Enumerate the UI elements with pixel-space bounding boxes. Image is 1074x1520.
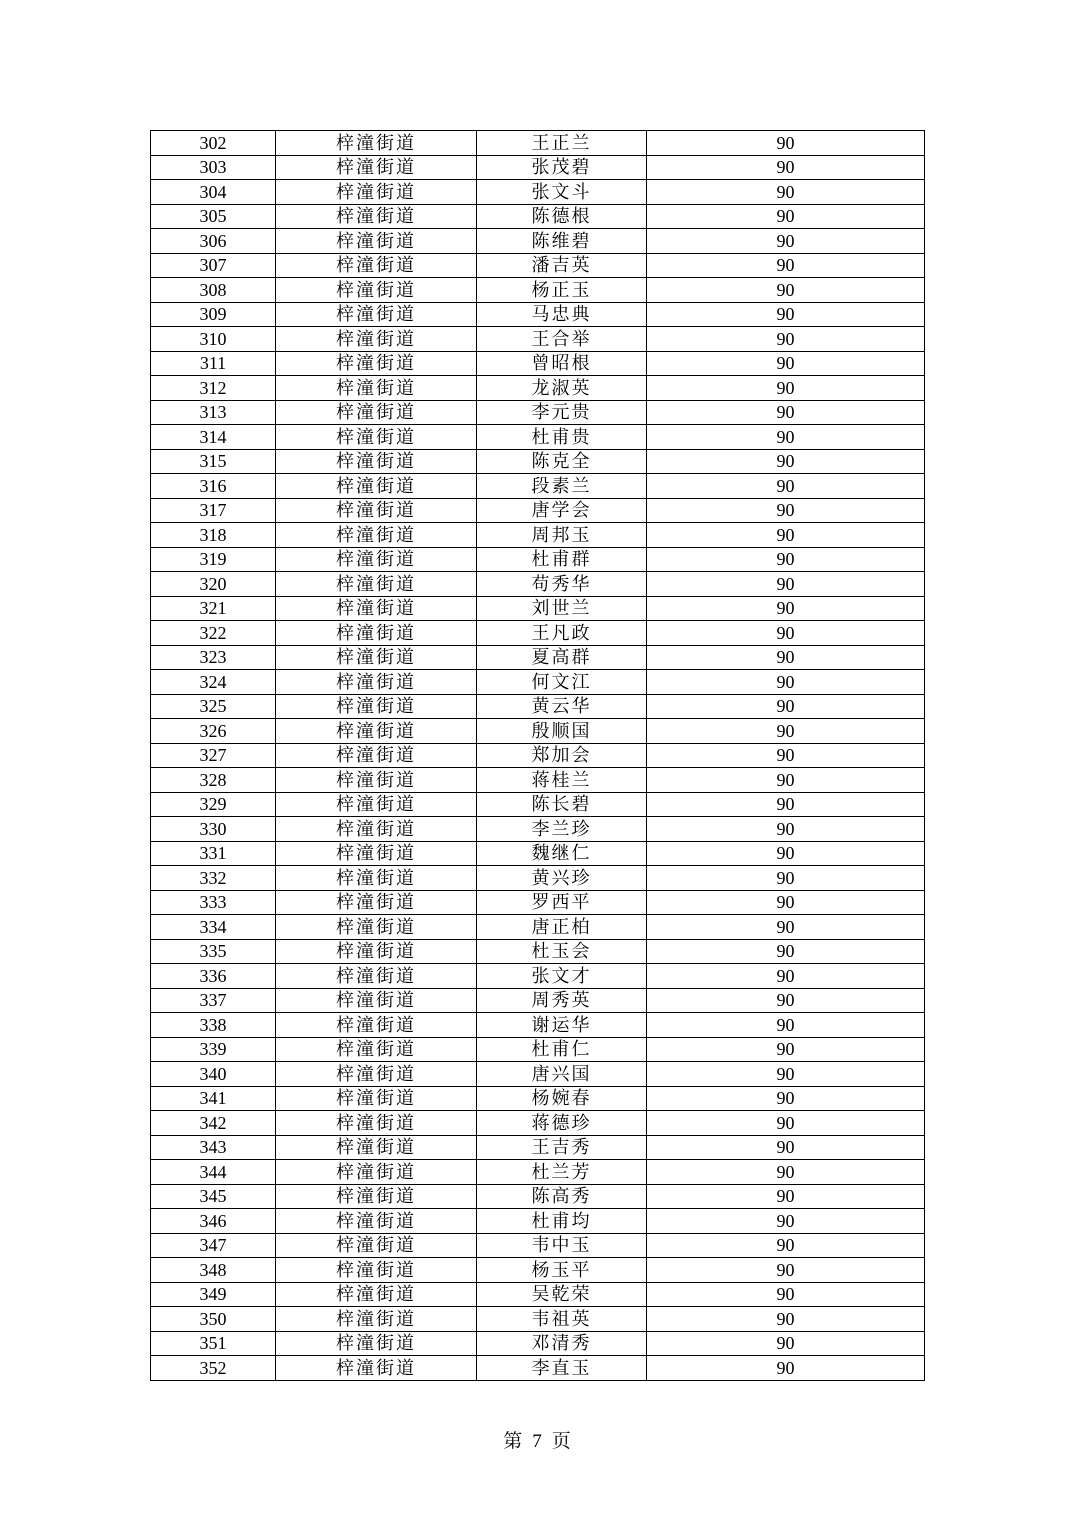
cell-street: 梓潼街道 [276, 1356, 477, 1381]
cell-person-name: 杨玉平 [477, 1258, 647, 1283]
table-row [151, 694, 925, 719]
cell-person-name: 杜甫群 [477, 547, 647, 572]
table-row [151, 155, 925, 180]
cell-person-name: 马忠典 [477, 302, 647, 327]
cell-street: 梓潼街道 [276, 1258, 477, 1283]
cell-serial-number: 319 [151, 547, 276, 572]
cell-amount: 90 [647, 351, 925, 376]
cell-serial-number: 344 [151, 1160, 276, 1185]
table-row [151, 474, 925, 499]
table-row [151, 1356, 925, 1381]
cell-person-name: 苟秀华 [477, 572, 647, 597]
cell-serial-number: 351 [151, 1331, 276, 1356]
cell-person-name: 张茂碧 [477, 155, 647, 180]
cell-amount: 90 [647, 1086, 925, 1111]
cell-amount: 90 [647, 621, 925, 646]
table-row [151, 1062, 925, 1087]
cell-street: 梓潼街道 [276, 302, 477, 327]
cell-person-name: 魏继仁 [477, 841, 647, 866]
cell-person-name: 唐正柏 [477, 915, 647, 940]
cell-person-name: 潘吉英 [477, 253, 647, 278]
cell-serial-number: 348 [151, 1258, 276, 1283]
table-row [151, 131, 925, 156]
table-row [151, 596, 925, 621]
cell-serial-number: 329 [151, 792, 276, 817]
cell-amount: 90 [647, 474, 925, 499]
table-row [151, 180, 925, 205]
cell-serial-number: 325 [151, 694, 276, 719]
cell-amount: 90 [647, 400, 925, 425]
cell-serial-number: 324 [151, 670, 276, 695]
cell-serial-number: 322 [151, 621, 276, 646]
table-row [151, 841, 925, 866]
cell-serial-number: 309 [151, 302, 276, 327]
cell-serial-number: 317 [151, 498, 276, 523]
table-row [151, 1086, 925, 1111]
cell-person-name: 龙淑英 [477, 376, 647, 401]
table-row [151, 278, 925, 303]
cell-serial-number: 321 [151, 596, 276, 621]
cell-serial-number: 302 [151, 131, 276, 156]
cell-amount: 90 [647, 1111, 925, 1136]
cell-street: 梓潼街道 [276, 645, 477, 670]
cell-serial-number: 327 [151, 743, 276, 768]
cell-serial-number: 306 [151, 229, 276, 254]
cell-street: 梓潼街道 [276, 1037, 477, 1062]
cell-amount: 90 [647, 1307, 925, 1332]
cell-street: 梓潼街道 [276, 449, 477, 474]
cell-person-name: 李兰珍 [477, 817, 647, 842]
cell-amount: 90 [647, 964, 925, 989]
cell-street: 梓潼街道 [276, 1233, 477, 1258]
table-row [151, 817, 925, 842]
cell-amount: 90 [647, 572, 925, 597]
cell-amount: 90 [647, 327, 925, 352]
cell-person-name: 杜甫仁 [477, 1037, 647, 1062]
cell-person-name: 唐兴国 [477, 1062, 647, 1087]
cell-street: 梓潼街道 [276, 743, 477, 768]
cell-person-name: 夏高群 [477, 645, 647, 670]
cell-person-name: 李直玉 [477, 1356, 647, 1381]
cell-street: 梓潼街道 [276, 523, 477, 548]
cell-serial-number: 316 [151, 474, 276, 499]
cell-street: 梓潼街道 [276, 1307, 477, 1332]
cell-serial-number: 345 [151, 1184, 276, 1209]
table-row [151, 1184, 925, 1209]
cell-amount: 90 [647, 743, 925, 768]
cell-street: 梓潼街道 [276, 253, 477, 278]
cell-street: 梓潼街道 [276, 1184, 477, 1209]
cell-street: 梓潼街道 [276, 400, 477, 425]
cell-serial-number: 342 [151, 1111, 276, 1136]
cell-amount: 90 [647, 1209, 925, 1234]
cell-person-name: 周邦玉 [477, 523, 647, 548]
table-row [151, 1135, 925, 1160]
cell-person-name: 韦中玉 [477, 1233, 647, 1258]
cell-serial-number: 341 [151, 1086, 276, 1111]
cell-serial-number: 339 [151, 1037, 276, 1062]
cell-street: 梓潼街道 [276, 1282, 477, 1307]
cell-serial-number: 328 [151, 768, 276, 793]
cell-person-name: 王吉秀 [477, 1135, 647, 1160]
cell-serial-number: 338 [151, 1013, 276, 1038]
cell-serial-number: 320 [151, 572, 276, 597]
cell-serial-number: 332 [151, 866, 276, 891]
cell-amount: 90 [647, 596, 925, 621]
cell-street: 梓潼街道 [276, 425, 477, 450]
table-row [151, 743, 925, 768]
cell-serial-number: 331 [151, 841, 276, 866]
cell-amount: 90 [647, 229, 925, 254]
cell-street: 梓潼街道 [276, 988, 477, 1013]
cell-person-name: 杜玉会 [477, 939, 647, 964]
footer-page-number: 7 [532, 1431, 542, 1452]
cell-street: 梓潼街道 [276, 719, 477, 744]
cell-serial-number: 312 [151, 376, 276, 401]
table-row [151, 572, 925, 597]
cell-amount: 90 [647, 768, 925, 793]
cell-person-name: 杜甫贵 [477, 425, 647, 450]
cell-amount: 90 [647, 1258, 925, 1283]
cell-amount: 90 [647, 376, 925, 401]
table-row [151, 964, 925, 989]
records-table [150, 130, 925, 1381]
table-row [151, 1160, 925, 1185]
cell-serial-number: 334 [151, 915, 276, 940]
cell-serial-number: 337 [151, 988, 276, 1013]
cell-street: 梓潼街道 [276, 1111, 477, 1136]
cell-amount: 90 [647, 253, 925, 278]
table-row [151, 425, 925, 450]
table-row [151, 988, 925, 1013]
cell-serial-number: 335 [151, 939, 276, 964]
cell-serial-number: 350 [151, 1307, 276, 1332]
cell-street: 梓潼街道 [276, 596, 477, 621]
cell-person-name: 杜甫均 [477, 1209, 647, 1234]
cell-person-name: 段素兰 [477, 474, 647, 499]
cell-amount: 90 [647, 1062, 925, 1087]
cell-street: 梓潼街道 [276, 694, 477, 719]
cell-person-name: 张文斗 [477, 180, 647, 205]
cell-street: 梓潼街道 [276, 180, 477, 205]
cell-serial-number: 330 [151, 817, 276, 842]
cell-serial-number: 304 [151, 180, 276, 205]
records-body [151, 131, 925, 1381]
cell-person-name: 杨婉春 [477, 1086, 647, 1111]
cell-street: 梓潼街道 [276, 621, 477, 646]
cell-street: 梓潼街道 [276, 1086, 477, 1111]
cell-amount: 90 [647, 1233, 925, 1258]
cell-amount: 90 [647, 1184, 925, 1209]
cell-street: 梓潼街道 [276, 547, 477, 572]
cell-street: 梓潼街道 [276, 131, 477, 156]
cell-serial-number: 333 [151, 890, 276, 915]
cell-amount: 90 [647, 866, 925, 891]
cell-person-name: 杜兰芳 [477, 1160, 647, 1185]
table-row [151, 866, 925, 891]
cell-amount: 90 [647, 1135, 925, 1160]
cell-amount: 90 [647, 988, 925, 1013]
cell-serial-number: 340 [151, 1062, 276, 1087]
cell-amount: 90 [647, 1160, 925, 1185]
table-row [151, 547, 925, 572]
cell-amount: 90 [647, 670, 925, 695]
cell-serial-number: 347 [151, 1233, 276, 1258]
cell-amount: 90 [647, 425, 925, 450]
cell-serial-number: 314 [151, 425, 276, 450]
page-footer [0, 1430, 1074, 1454]
table-row [151, 1111, 925, 1136]
cell-person-name: 王合举 [477, 327, 647, 352]
cell-amount: 90 [647, 915, 925, 940]
cell-street: 梓潼街道 [276, 155, 477, 180]
table-row [151, 229, 925, 254]
cell-amount: 90 [647, 792, 925, 817]
cell-person-name: 郑加会 [477, 743, 647, 768]
table-row [151, 400, 925, 425]
footer-prefix: 第 [503, 1431, 523, 1452]
table-row [151, 351, 925, 376]
cell-serial-number: 313 [151, 400, 276, 425]
cell-serial-number: 308 [151, 278, 276, 303]
cell-amount: 90 [647, 155, 925, 180]
cell-street: 梓潼街道 [276, 939, 477, 964]
table-row [151, 939, 925, 964]
cell-person-name: 陈长碧 [477, 792, 647, 817]
cell-person-name: 张文才 [477, 964, 647, 989]
cell-person-name: 殷顺国 [477, 719, 647, 744]
cell-street: 梓潼街道 [276, 1135, 477, 1160]
cell-amount: 90 [647, 1282, 925, 1307]
cell-amount: 90 [647, 1037, 925, 1062]
cell-person-name: 周秀英 [477, 988, 647, 1013]
cell-person-name: 陈德根 [477, 204, 647, 229]
cell-street: 梓潼街道 [276, 964, 477, 989]
table-row [151, 1013, 925, 1038]
table-row [151, 890, 925, 915]
cell-person-name: 杨正玉 [477, 278, 647, 303]
cell-person-name: 刘世兰 [477, 596, 647, 621]
cell-person-name: 王正兰 [477, 131, 647, 156]
cell-person-name: 何文江 [477, 670, 647, 695]
cell-amount: 90 [647, 719, 925, 744]
table-row [151, 1282, 925, 1307]
cell-person-name: 陈克全 [477, 449, 647, 474]
table-row [151, 1037, 925, 1062]
table-row [151, 719, 925, 744]
table-row [151, 621, 925, 646]
cell-street: 梓潼街道 [276, 890, 477, 915]
table-row [151, 670, 925, 695]
cell-person-name: 黄云华 [477, 694, 647, 719]
table-row [151, 1307, 925, 1332]
cell-amount: 90 [647, 131, 925, 156]
cell-serial-number: 336 [151, 964, 276, 989]
table-row [151, 302, 925, 327]
cell-amount: 90 [647, 180, 925, 205]
cell-street: 梓潼街道 [276, 1160, 477, 1185]
cell-street: 梓潼街道 [276, 866, 477, 891]
table-row [151, 376, 925, 401]
table-row [151, 204, 925, 229]
cell-amount: 90 [647, 278, 925, 303]
cell-amount: 90 [647, 1356, 925, 1381]
cell-person-name: 邓清秀 [477, 1331, 647, 1356]
cell-serial-number: 318 [151, 523, 276, 548]
cell-street: 梓潼街道 [276, 915, 477, 940]
table-row [151, 1258, 925, 1283]
cell-amount: 90 [647, 523, 925, 548]
cell-person-name: 唐学会 [477, 498, 647, 523]
cell-street: 梓潼街道 [276, 376, 477, 401]
cell-amount: 90 [647, 204, 925, 229]
cell-amount: 90 [647, 547, 925, 572]
cell-person-name: 李元贵 [477, 400, 647, 425]
cell-amount: 90 [647, 1331, 925, 1356]
cell-serial-number: 311 [151, 351, 276, 376]
table-row [151, 449, 925, 474]
cell-street: 梓潼街道 [276, 1209, 477, 1234]
cell-street: 梓潼街道 [276, 1013, 477, 1038]
cell-serial-number: 346 [151, 1209, 276, 1234]
cell-serial-number: 303 [151, 155, 276, 180]
table-row [151, 1233, 925, 1258]
table-row [151, 768, 925, 793]
cell-person-name: 罗西平 [477, 890, 647, 915]
cell-person-name: 陈高秀 [477, 1184, 647, 1209]
cell-serial-number: 349 [151, 1282, 276, 1307]
table-row [151, 498, 925, 523]
cell-amount: 90 [647, 841, 925, 866]
footer-suffix: 页 [551, 1431, 571, 1452]
table-row [151, 915, 925, 940]
cell-amount: 90 [647, 449, 925, 474]
cell-street: 梓潼街道 [276, 204, 477, 229]
table-row [151, 645, 925, 670]
table-row [151, 792, 925, 817]
cell-street: 梓潼街道 [276, 817, 477, 842]
cell-street: 梓潼街道 [276, 351, 477, 376]
cell-person-name: 蒋桂兰 [477, 768, 647, 793]
cell-amount: 90 [647, 498, 925, 523]
cell-street: 梓潼街道 [276, 278, 477, 303]
cell-amount: 90 [647, 302, 925, 327]
cell-amount: 90 [647, 645, 925, 670]
cell-street: 梓潼街道 [276, 841, 477, 866]
cell-person-name: 黄兴珍 [477, 866, 647, 891]
cell-serial-number: 326 [151, 719, 276, 744]
table-row [151, 1209, 925, 1234]
cell-serial-number: 343 [151, 1135, 276, 1160]
cell-amount: 90 [647, 890, 925, 915]
cell-amount: 90 [647, 817, 925, 842]
cell-street: 梓潼街道 [276, 768, 477, 793]
table-row [151, 327, 925, 352]
cell-street: 梓潼街道 [276, 498, 477, 523]
cell-serial-number: 352 [151, 1356, 276, 1381]
cell-person-name: 谢运华 [477, 1013, 647, 1038]
cell-street: 梓潼街道 [276, 474, 477, 499]
cell-street: 梓潼街道 [276, 792, 477, 817]
table-row [151, 1331, 925, 1356]
cell-amount: 90 [647, 1013, 925, 1038]
cell-person-name: 王凡政 [477, 621, 647, 646]
table-row [151, 523, 925, 548]
cell-serial-number: 307 [151, 253, 276, 278]
cell-street: 梓潼街道 [276, 327, 477, 352]
cell-street: 梓潼街道 [276, 1062, 477, 1087]
cell-serial-number: 323 [151, 645, 276, 670]
cell-amount: 90 [647, 939, 925, 964]
cell-person-name: 陈维碧 [477, 229, 647, 254]
cell-serial-number: 305 [151, 204, 276, 229]
cell-serial-number: 315 [151, 449, 276, 474]
cell-serial-number: 310 [151, 327, 276, 352]
cell-amount: 90 [647, 694, 925, 719]
cell-street: 梓潼街道 [276, 572, 477, 597]
cell-person-name: 韦祖英 [477, 1307, 647, 1332]
cell-street: 梓潼街道 [276, 670, 477, 695]
cell-person-name: 曾昭根 [477, 351, 647, 376]
cell-person-name: 吴乾荣 [477, 1282, 647, 1307]
cell-street: 梓潼街道 [276, 229, 477, 254]
cell-street: 梓潼街道 [276, 1331, 477, 1356]
cell-person-name: 蒋德珍 [477, 1111, 647, 1136]
table-row [151, 253, 925, 278]
